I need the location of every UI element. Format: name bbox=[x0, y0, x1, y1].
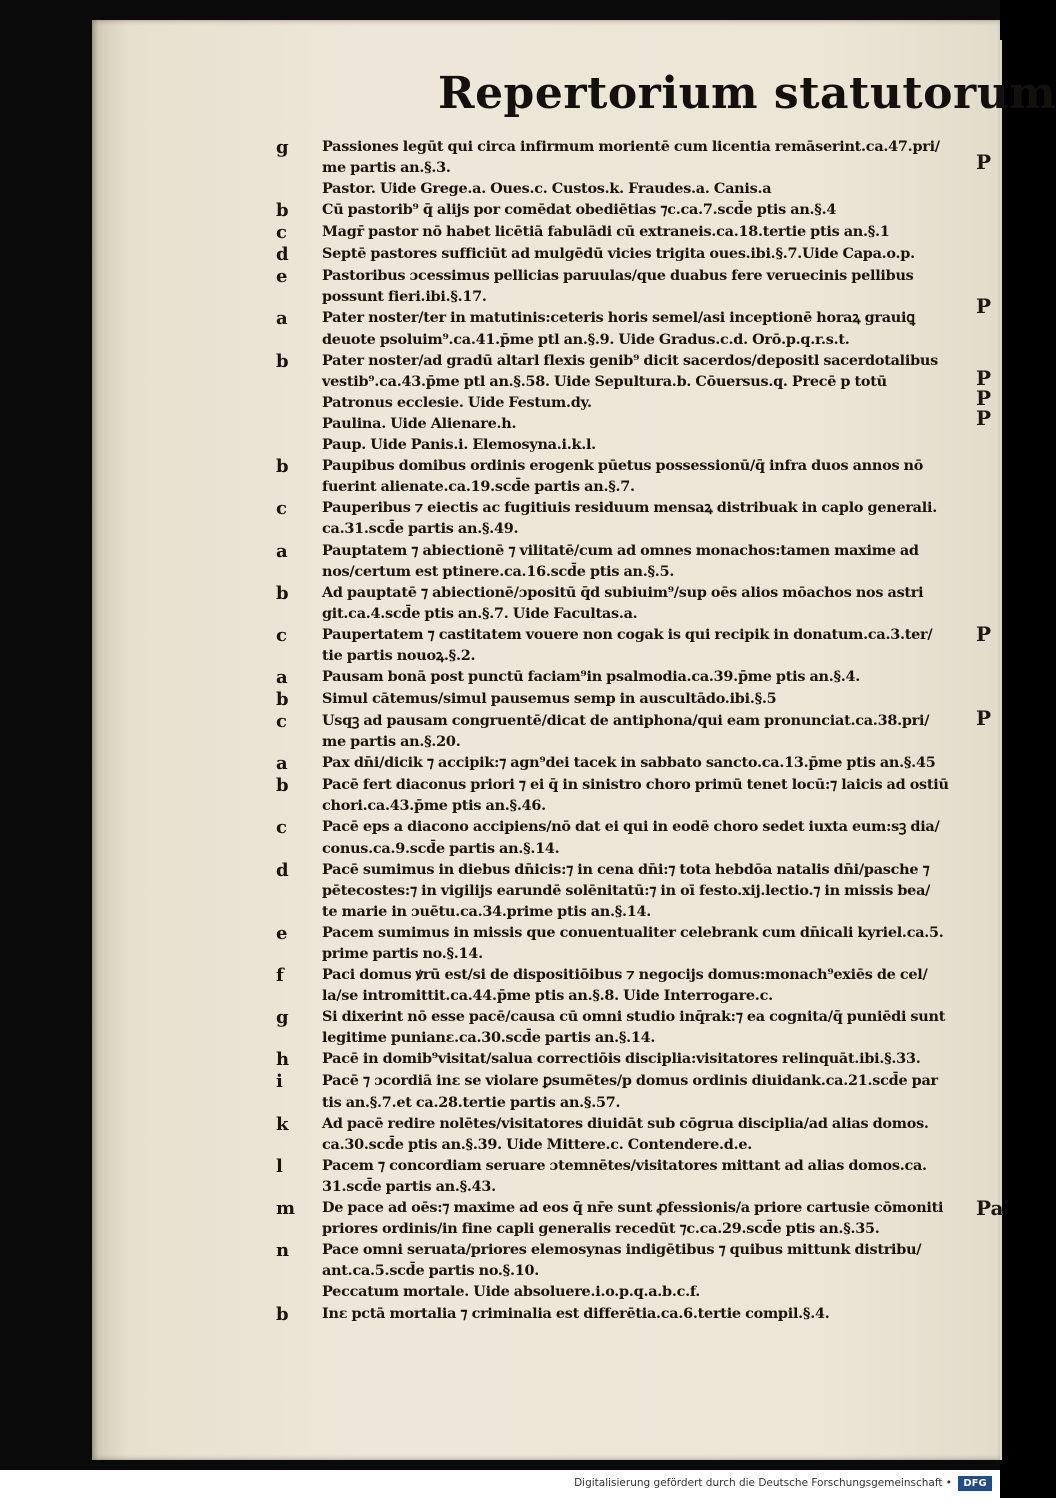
entry-marginal-letter: c bbox=[276, 711, 287, 733]
entry-text bbox=[322, 136, 970, 178]
entry-line: prime partis no.§.14. bbox=[322, 945, 483, 962]
index-entry bbox=[276, 582, 970, 624]
entry-line: vestib⁹.ca.43.p̄me ptl an.§.58. Uide Sepultura.b. Cōuersus.q. Precē p totū bbox=[322, 372, 887, 390]
entry-line: Paci domus ꝟrū est/si de dispositiōibus ⁊ negocijs domus:monach⁹exiēs de cel/ bbox=[322, 966, 928, 984]
entry-line: Pastoribus ɔcessimus pellicias paruulas/que duabus fere veruecinis pellibus bbox=[322, 267, 914, 285]
entry-line: deuote psoluim⁹.ca.41.p̄me ptl an.§.9. Uide Gradus.c.d. Orō.p.q.r.s.t. bbox=[322, 330, 850, 348]
entry-line: Paupertatem ⁊ castitatem vouere non cogak is qui recipik in donatum.ca.3.ter/ bbox=[322, 625, 933, 643]
entry-line: conus.ca.9.scd̄e partis an.§.14. bbox=[322, 839, 560, 857]
entry-marginal-letter: l bbox=[276, 1155, 283, 1177]
entry-text bbox=[322, 964, 970, 1006]
index-entry bbox=[276, 859, 970, 922]
entry-marginal-letter: c bbox=[276, 222, 287, 244]
entry-marginal-letter: a bbox=[276, 308, 288, 330]
facing-page-glyph: P bbox=[976, 366, 992, 390]
entry-marginal-letter: a bbox=[276, 667, 288, 689]
entry-marginal-letter: n bbox=[276, 1240, 290, 1262]
entry-marginal-letter: k bbox=[276, 1113, 289, 1135]
index-entry bbox=[276, 1113, 970, 1155]
index-entry bbox=[276, 136, 970, 178]
entry-line: git.ca.4.scd̄e ptis an.§.7. Uide Facultas.a. bbox=[322, 604, 638, 622]
entry-line: Pace omni seruata/priores elemosynas indigētibus ⁊ quibus mittunk distribu/ bbox=[322, 1241, 922, 1259]
entry-marginal-letter: m bbox=[276, 1198, 296, 1220]
facing-page-glyph: P bbox=[976, 706, 992, 730]
entry-line: Paup. Uide Panis.i. Elemosyna.i.k.l. bbox=[322, 436, 596, 454]
entry-text bbox=[322, 624, 970, 666]
entry-line: Pacē sumimus in diebus dn̄icis:⁊ in cena dn̄i:⁊ tota hebdōa natalis dn̄i/pasche ⁊ bbox=[322, 860, 930, 878]
index-entry bbox=[276, 816, 970, 858]
entry-text bbox=[322, 688, 970, 710]
index-entry-list bbox=[276, 136, 970, 1325]
facing-page-glyph: P bbox=[976, 406, 992, 430]
entry-text bbox=[322, 350, 970, 392]
entry-line: Ad pacē redire nolētes/visitatores diuidāt sub cōgrua disciplia/ad alias domos. bbox=[322, 1114, 929, 1132]
entry-marginal-letter: h bbox=[276, 1049, 290, 1071]
entry-marginal-letter: d bbox=[276, 244, 289, 266]
entry-line: Paulina. Uide Alienare.h. bbox=[322, 414, 517, 432]
index-entry bbox=[276, 243, 970, 265]
entry-line: te marie in ɔuētu.ca.34.prime ptis an.§.14. bbox=[322, 902, 652, 920]
index-entry bbox=[276, 413, 970, 434]
entry-line: 31.scd̄e partis an.§.43. bbox=[322, 1177, 496, 1195]
entry-line: ant.ca.5.scd̄e partis no.§.10. bbox=[322, 1262, 539, 1280]
index-entry bbox=[276, 178, 970, 199]
entry-line: Pater noster/ad gradū altarl flexis genib⁹ dicit sacerdos/depositl sacerdotalibus bbox=[322, 351, 938, 369]
facing-page-glyph: P bbox=[976, 150, 992, 174]
entry-text bbox=[322, 710, 970, 752]
index-entry bbox=[276, 1281, 970, 1302]
entry-text bbox=[322, 582, 970, 624]
entry-line: Peccatum mortale. Uide absoluere.i.o.p.q.a.b.c.f. bbox=[322, 1283, 701, 1301]
entry-line: ca.30.scd̄e ptis an.§.39. Uide Mittere.c. Contendere.d.e. bbox=[322, 1135, 752, 1153]
entry-line: pētecostes:⁊ in vigilijs earundē solēnitatū:⁊ in oī festo.xij.lectio.⁊ in missis bea/ bbox=[322, 881, 931, 899]
entry-text bbox=[322, 1155, 970, 1197]
index-entry bbox=[276, 392, 970, 413]
entry-text bbox=[322, 774, 970, 816]
entry-text bbox=[322, 816, 970, 858]
entry-line: la/se intromittit.ca.44.p̄me ptis an.§.8. Uide Interrogare.c. bbox=[322, 987, 773, 1005]
entry-marginal-letter: c bbox=[276, 498, 287, 520]
entry-line: Pax dn̄i/dicik ⁊ accipik:⁊ agn⁹dei tacek in sabbato sancto.ca.13.p̄me ptis an.§.45 bbox=[322, 754, 936, 772]
entry-line: ca.31.scd̄e partis an.§.49. bbox=[322, 520, 519, 538]
entry-line: Pacem ⁊ concordiam seruare ɔtemnētes/visitatores mittant ad alias domos.ca. bbox=[322, 1156, 927, 1174]
entry-line: Pacē ⁊ ɔcordiā inε se violare ꝑsumētes/p domus ordinis diuidank.ca.21.scd̄e par bbox=[322, 1072, 938, 1090]
entry-line: Pacē fert diaconus priori ⁊ ei q̄ in sinistro choro primū tenet locū:⁊ laicis ad ostiū bbox=[322, 776, 949, 794]
entry-text bbox=[322, 859, 970, 922]
entry-text bbox=[322, 1113, 970, 1155]
entry-marginal-letter: b bbox=[276, 456, 289, 478]
entry-line: chori.ca.43.p̄me ptis an.§.46. bbox=[322, 797, 546, 815]
entry-line: Inε pctā mortalia ⁊ criminalia est differētia.ca.6.tertie compil.§.4. bbox=[322, 1304, 830, 1322]
index-entry bbox=[276, 455, 970, 497]
entry-line: nos/certum est ptinere.ca.16.scd̄e ptis an.§.5. bbox=[322, 562, 675, 580]
entry-line: priores ordinis/in fine capli generalis recedūt ⁊c.ca.29.scd̄e ptis an.§.35. bbox=[322, 1220, 880, 1238]
index-entry bbox=[276, 964, 970, 1006]
entry-text bbox=[322, 455, 970, 497]
entry-text bbox=[322, 922, 970, 964]
facing-page-glyph: P bbox=[976, 622, 992, 646]
entry-line: tie partis nouoꝝ.§.2. bbox=[322, 646, 476, 664]
index-entry bbox=[276, 624, 970, 666]
entry-line: Pacē in domib⁹visitat/salua correctiōis disciplia:visitatores relinquāt.ibi.§.33. bbox=[322, 1050, 921, 1068]
entry-text bbox=[322, 243, 970, 265]
entry-line: Paupibus domibus ordinis erogenk pūetus possessionū/q̄ infra duos annos nō bbox=[322, 457, 924, 475]
entry-text bbox=[322, 752, 970, 774]
entry-marginal-letter: b bbox=[276, 775, 289, 797]
entry-text bbox=[322, 1281, 970, 1302]
entry-line: fuerint alienate.ca.19.scd̄e partis an.§.7. bbox=[322, 478, 635, 496]
entry-line: me partis an.§.20. bbox=[322, 733, 461, 751]
entry-marginal-letter: c bbox=[276, 624, 287, 646]
index-entry bbox=[276, 710, 970, 752]
entry-marginal-letter: g bbox=[276, 137, 289, 158]
entry-marginal-letter: a bbox=[276, 753, 288, 775]
facing-page-glyph: P bbox=[976, 386, 992, 410]
entry-marginal-letter bbox=[276, 392, 322, 413]
entry-text bbox=[322, 1070, 970, 1112]
facing-page-glyph: Pa bbox=[976, 1196, 1004, 1220]
entry-text bbox=[322, 1303, 970, 1325]
entry-marginal-letter: b bbox=[276, 582, 289, 604]
entry-marginal-letter: f bbox=[276, 965, 284, 987]
index-entry bbox=[276, 1303, 970, 1325]
entry-line: Ad pauptatē ⁊ abiectionē/ɔpositū q̄d subiuim⁹/sup oēs alios mōachos nos astri bbox=[322, 583, 924, 601]
index-entry bbox=[276, 1197, 970, 1239]
funding-credit: Digitalisierung gefördert durch die Deutsche Forschungsgemeinschaft • bbox=[574, 1477, 952, 1489]
entry-text bbox=[322, 497, 970, 539]
entry-line: Pausam bonā post punctū faciam⁹in psalmodia.ca.39.p̄me ptis an.§.4. bbox=[322, 668, 861, 686]
index-entry bbox=[276, 221, 970, 243]
entry-line: Pacē eps a diacono accipiens/nō dat ei qui in eodē choro sedet iuxta eum:sꝫ dia/ bbox=[322, 818, 940, 836]
entry-text bbox=[322, 1048, 970, 1070]
page-title: Repertorium statutorum bbox=[438, 68, 1056, 119]
index-entry bbox=[276, 752, 970, 774]
entry-line: Cū pastorib⁹ q̄ alijs por comēdat obediētias ⁊c.ca.7.scd̄e ptis an.§.4 bbox=[322, 201, 837, 219]
entry-marginal-letter: b bbox=[276, 350, 289, 372]
index-entry bbox=[276, 540, 970, 582]
entry-marginal-letter bbox=[276, 413, 322, 434]
entry-marginal-letter bbox=[276, 1281, 322, 1302]
index-entry bbox=[276, 1006, 970, 1048]
entry-text bbox=[322, 178, 970, 199]
index-entry bbox=[276, 497, 970, 539]
index-entry bbox=[276, 265, 970, 307]
index-entry bbox=[276, 350, 970, 392]
entry-line: Pastor. Uide Grege.a. Oues.c. Custos.k. Fraudes.a. Canis.a bbox=[322, 180, 772, 198]
index-entry bbox=[276, 922, 970, 964]
entry-text bbox=[322, 199, 970, 221]
entry-line: Usqꝫ ad pausam congruentē/dicat de antiphona/qui eam pronunciat.ca.38.pri/ bbox=[322, 712, 930, 730]
entry-marginal-letter: e bbox=[276, 266, 288, 288]
facing-page-glyph: P bbox=[976, 294, 992, 318]
entry-line: tis an.§.7.et ca.28.tertie partis an.§.57. bbox=[322, 1093, 621, 1111]
entry-line: possunt fieri.ibi.§.17. bbox=[322, 288, 487, 306]
entry-line: Pacem sumimus in missis que conuentualiter celebrank cum dn̄icali kyriel.ca.5. bbox=[322, 923, 944, 941]
entry-line: Simul cātemus/simul pausemus semp in auscultādo.ibi.§.5 bbox=[322, 690, 777, 708]
entry-marginal-letter: b bbox=[276, 200, 289, 222]
entry-marginal-letter: d bbox=[276, 859, 289, 881]
dfg-logo-icon: DFG bbox=[958, 1476, 992, 1491]
index-entry bbox=[276, 688, 970, 710]
entry-line: Pauperibus ⁊ eiectis ac fugitiuis residuum mensaꝝ distribuak in caplo generali. bbox=[322, 499, 937, 517]
entry-line: me partis an.§.3. bbox=[322, 159, 451, 177]
entry-line: Patronus ecclesie. Uide Festum.dy. bbox=[322, 393, 592, 411]
entry-text bbox=[322, 307, 970, 349]
entry-line: legitime punianε.ca.30.scd̄e partis an.§.14. bbox=[322, 1029, 656, 1047]
index-entry bbox=[276, 1239, 970, 1281]
entry-text bbox=[322, 434, 970, 455]
entry-marginal-letter: a bbox=[276, 540, 288, 562]
entry-marginal-letter bbox=[276, 434, 322, 455]
entry-marginal-letter: e bbox=[276, 922, 288, 944]
entry-line: Passiones legūt qui circa infirmum morientē cum licentia remāserint.ca.47.pri/ bbox=[322, 138, 940, 155]
entry-marginal-letter: b bbox=[276, 1303, 289, 1325]
entry-marginal-letter: b bbox=[276, 689, 289, 711]
entry-text bbox=[322, 1197, 970, 1239]
entry-line: Septē pastores sufficiūt ad mulgēdū vicies trigita oues.ibi.§.7.Uide Capa.o.p. bbox=[322, 245, 915, 263]
entry-text bbox=[322, 540, 970, 582]
index-entry bbox=[276, 666, 970, 688]
entry-marginal-letter: i bbox=[276, 1071, 283, 1093]
entry-text bbox=[322, 221, 970, 243]
index-entry bbox=[276, 1070, 970, 1112]
index-entry bbox=[276, 307, 970, 349]
entry-text bbox=[322, 392, 970, 413]
entry-text bbox=[322, 1239, 970, 1281]
index-entry bbox=[276, 774, 970, 816]
entry-line: De pace ad oēs:⁊ maxime ad eos q̄ nr̄e sunt ꝓfessionis/a priore cartusie cōmoniti bbox=[322, 1199, 944, 1217]
index-entry bbox=[276, 199, 970, 221]
entry-marginal-letter: c bbox=[276, 817, 287, 839]
entry-marginal-letter: g bbox=[276, 1007, 289, 1029]
entry-text bbox=[322, 1006, 970, 1048]
entry-line: Pater noster/ter in matutinis:ceteris horis semel/asi inceptionē horaꝝ grauiꝗ bbox=[322, 309, 915, 327]
entry-line: Magr̄ pastor nō habet licētiā fabulādi cū extraneis.ca.18.tertie ptis an.§.1 bbox=[322, 223, 890, 241]
index-entry bbox=[276, 1048, 970, 1070]
entry-text bbox=[322, 265, 970, 307]
entry-text bbox=[322, 413, 970, 434]
footer-bar bbox=[0, 1470, 1000, 1498]
entry-line: Pauptatem ⁊ abiectionē ⁊ vilitatē/cum ad omnes monachos:tamen maxime ad bbox=[322, 541, 919, 559]
entry-text bbox=[322, 666, 970, 688]
entry-line: Si dixerint nō esse pacē/causa cū omni studio inq̄rak:⁊ ea cognita/q̄ puniēdi sunt bbox=[322, 1008, 946, 1026]
index-entry bbox=[276, 434, 970, 455]
entry-marginal-letter bbox=[276, 178, 322, 199]
index-entry bbox=[276, 1155, 970, 1197]
